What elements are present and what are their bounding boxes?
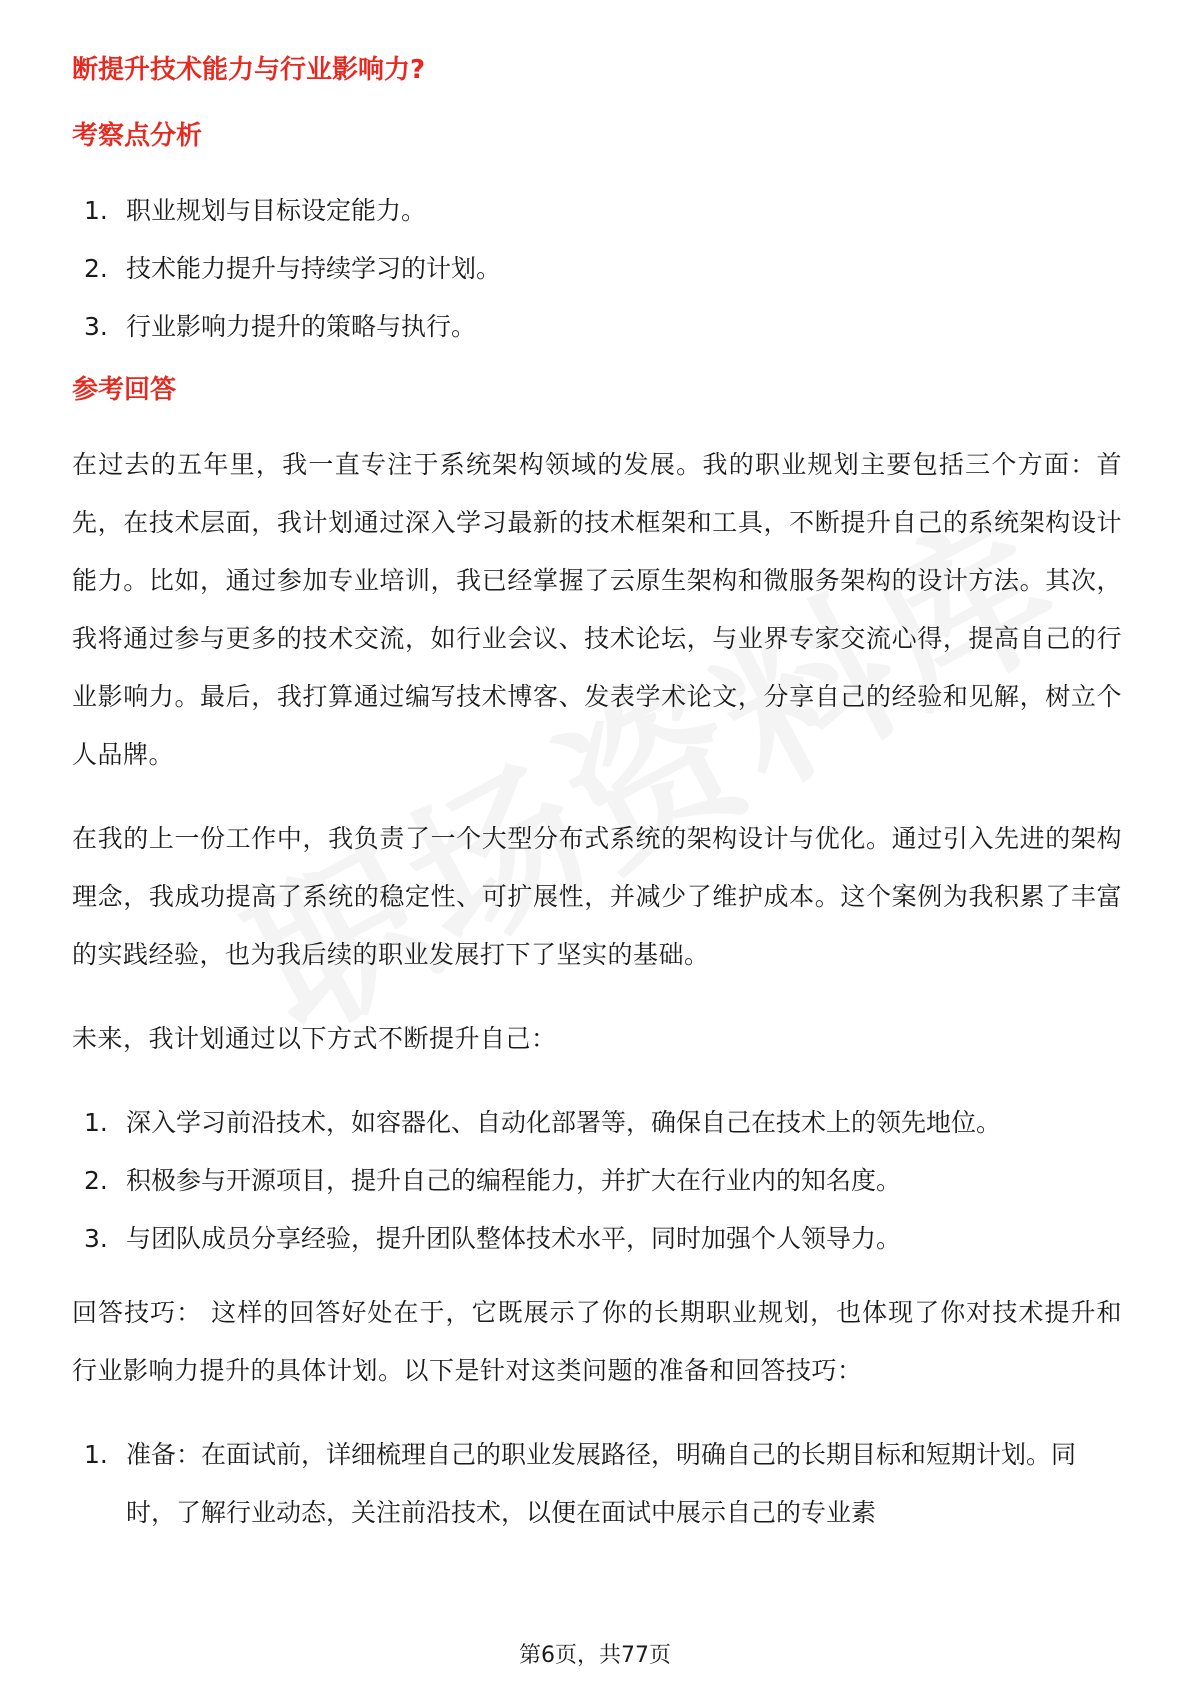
analysis-section-heading: 考察点分析: [72, 121, 203, 151]
list-item: 2. 积极参与开源项目，提升自己的编程能力，并扩大在行业内的知名度。: [84, 1166, 902, 1195]
list-item: 1. 职业规划与目标设定能力。: [84, 196, 427, 225]
list-item: 2. 技术能力提升与持续学习的计划。: [84, 254, 502, 283]
answer-section-heading: 参考回答: [72, 375, 177, 405]
answer-paragraph-2: 在我的上一份工作中，我负责了一个大型分布式系统的架构设计与优化。通过引入先进的架构理念，我成功提高了系统的稳定性、可扩展性，并减少了维护成本。这个案例为我积累了丰富的实践经验，也为我后续的职业发展打下了坚实的基础。: [72, 824, 1122, 969]
answer-paragraph-1: 在过去的五年里，我一直专注于系统架构领域的发展。我的职业规划主要包括三个方面：首先，在技术层面，我计划通过深入学习最新的技术框架和工具，不断提升自己的系统架构设计能力。比如，通过参加专业培训，我已经掌握了云原生架构和微服务架构的设计方法。其次，我将通过参与更多的技术交流，如行业会议、技术论坛，与业界专家交流心得，提高自己的行业影响力。最后，我打算通过编写技术博客、发表学术论文，分享自己的经验和见解，树立个人品牌。: [72, 450, 1122, 769]
list-item: 1. 深入学习前沿技术，如容器化、自动化部署等，确保自己在技术上的领先地位。: [84, 1108, 1002, 1137]
list-item: 1. 准备：在面试前，详细梳理自己的职业发展路径，明确自己的长期目标和短期计划。同时，了解行业动态，关注前沿技术，以便在面试中展示自己的专业素: [84, 1440, 1077, 1527]
list-item: 3. 行业影响力提升的策略与执行。: [84, 312, 477, 341]
list-item: 3. 与团队成员分享经验，提升团队整体技术水平，同时加强个人领导力。: [84, 1224, 902, 1253]
tips-paragraph: 回答技巧： 这样的回答好处在于，它既展示了你的长期职业规划，也体现了你对技术提升和行业影响力提升的具体计划。以下是针对这类问题的准备和回答技巧：: [72, 1298, 1122, 1385]
future-plan-list: [72, 1094, 1122, 1268]
answer-paragraph-3: 未来，我计划通过以下方式不断提升自己：: [72, 1024, 557, 1053]
question-heading: 断提升技术能力与行业影响力?: [72, 55, 426, 85]
tips-list: [72, 1426, 1122, 1542]
document-page: [72, 52, 1122, 1542]
analysis-list: [72, 182, 1122, 356]
page-number-footer: 第6页，共77页: [519, 1643, 671, 1668]
